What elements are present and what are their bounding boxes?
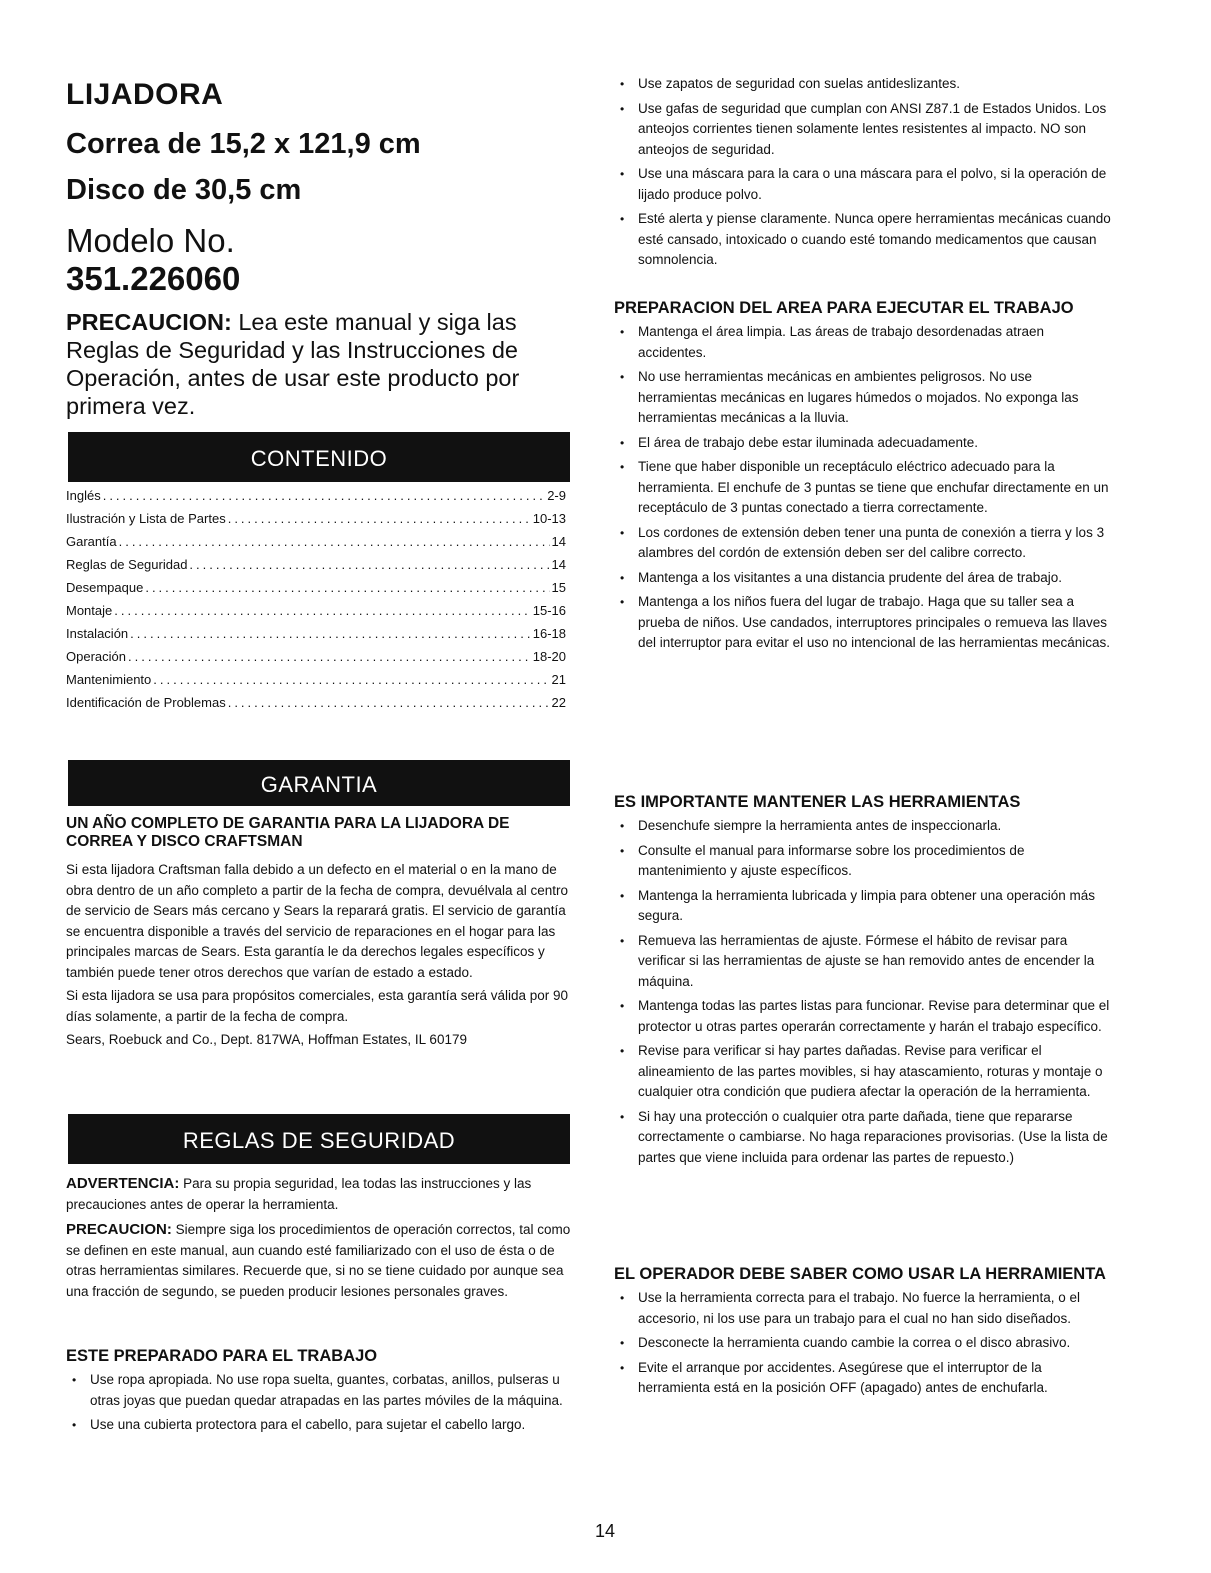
area-list-item: • No use herramientas mecánicas en ambientes peligrosos. No use herramientas mecánicas en lugares húmedos o mojados. No exponga las herramientas mecánicas a la lluvia. <box>614 367 1114 429</box>
toc-dot-leader <box>128 649 531 664</box>
maintain-list-item: • Mantenga la herramienta lubricada y limpia para obtener una operación más segura. <box>614 886 1114 927</box>
product-title: LIJADORA <box>66 78 224 111</box>
operator-list-item: • Evite el arranque por accidentes. Asegúrese que el interruptor de la herramienta está en la posición OFF (apagado) antes de enchufarla. <box>614 1358 1114 1399</box>
toc-entry <box>66 511 566 534</box>
toc-page: 22 <box>551 695 566 710</box>
disc-size-title: Disco de 30,5 cm <box>66 174 302 206</box>
contenido-header-bar <box>68 432 570 482</box>
area-list-item: • El área de trabajo debe estar iluminada adecuadamente. <box>614 433 1114 454</box>
toc-page: 2-9 <box>547 488 566 503</box>
toc-page: 21 <box>551 672 566 687</box>
operator-title: EL OPERADOR DEBE SABER COMO USAR LA HERRAMIENTA <box>614 1265 1106 1283</box>
toc-entry <box>66 649 566 672</box>
toc-page: 18-20 <box>532 649 566 664</box>
toc-label: Desempaque <box>66 580 144 595</box>
prepared-title: ESTE PREPARADO PARA EL TRABAJO <box>66 1347 378 1365</box>
precaucion-paragraph <box>66 1220 572 1302</box>
toc-page: 15 <box>551 580 566 595</box>
toc-entry <box>66 672 566 695</box>
toc-entry <box>66 488 566 511</box>
right-top-list <box>614 74 1114 271</box>
contenido-header: CONTENIDO <box>250 446 388 471</box>
area-list <box>614 322 1114 654</box>
toc-label: Montaje <box>66 603 113 618</box>
toc-entry <box>66 534 566 557</box>
operator-section <box>614 1264 1114 1403</box>
toc-label: Ilustración y Lista de Partes <box>66 511 226 526</box>
model-number: 351.226060 <box>66 260 241 297</box>
toc-dot-leader <box>114 603 531 618</box>
toc-label: Instalación <box>66 626 129 641</box>
toc-dot-leader <box>103 488 546 503</box>
safety-list-item: • Use zapatos de seguridad con suelas antideslizantes. <box>614 74 1114 95</box>
maintain-list-item: • Revise para verificar si hay partes dañadas. Revise para verificar el alineamiento de las partes movibles, si hay atascamiento, roturas y montaje o cualquier otra condición que pudiera afectar la operación de la herramienta. <box>614 1041 1114 1103</box>
area-list-item: • Mantenga a los visitantes a una distancia prudente del área de trabajo. <box>614 568 1114 589</box>
advertencia-paragraph <box>66 1174 572 1215</box>
toc-page: 14 <box>551 534 566 549</box>
safety-intro <box>66 1174 572 1307</box>
area-list-item: • Mantenga a los niños fuera del lugar de trabajo. Haga que su taller sea a prueba de niños. Use candados, interruptores principales o remueva las llaves del interruptor para evitar el uso no intencional de las herramientas mecánicas. <box>614 592 1114 654</box>
prepared-list <box>66 1370 572 1436</box>
operator-list-item: • Use la herramienta correcta para el trabajo. No fuerce la herramienta, o el accesorio, ni los use para un trabajo para el cual no han sido diseñados. <box>614 1288 1114 1329</box>
operator-list <box>614 1288 1114 1399</box>
toc-dot-leader <box>119 534 550 549</box>
toc-label: Garantía <box>66 534 117 549</box>
toc-entry <box>66 695 566 718</box>
toc-dot-leader <box>189 557 549 572</box>
maintain-list-item: • Si hay una protección o cualquier otra parte dañada, tiene que repararse correctamente o cambiarse. No haga reparaciones provisorias. (Use la lista de partes que viene incluida para ordenar las partes de repuesto.) <box>614 1107 1114 1169</box>
toc-entry <box>66 626 566 649</box>
prepared-list-item: • Use ropa apropiada. No use ropa suelta, guantes, corbatas, anillos, pulseras u otras joyas que puedan quedar atrapadas en las partes móviles de la máquina. <box>66 1370 572 1411</box>
garantia-header: GARANTIA <box>260 772 378 797</box>
toc-label: Identificación de Problemas <box>66 695 226 710</box>
warranty-paragraph-2: Si esta lijadora se usa para propósitos comerciales, esta garantía será válida por 90 días solamente, a partir de la fecha de compra. <box>66 988 569 1024</box>
reglas-header: REGLAS DE SEGURIDAD <box>182 1128 456 1153</box>
safety-list-item: • Esté alerta y piense claramente. Nunca opere herramientas mecánicas cuando esté cansado, intoxicado o cuando esté tomando medicamentos que causan somnolencia. <box>614 209 1114 271</box>
toc-dot-leader <box>228 695 550 710</box>
warranty-body <box>66 860 572 1054</box>
toc-entry <box>66 580 566 603</box>
intro-caution-text: Lea este manual y siga las Reglas de Seguridad y las Instrucciones de Operación, antes de usar este producto por primera vez. <box>66 309 520 419</box>
toc-label: Reglas de Seguridad <box>66 557 188 572</box>
area-list-item: • Los cordones de extensión deben tener una punta de conexión a tierra y los 3 alambres del cordón de extensión deben ser del calibre correcto. <box>614 523 1114 564</box>
maintain-list-item: • Consulte el manual para informarse sobre los procedimientos de mantenimiento y ajuste específicos. <box>614 841 1114 882</box>
table-of-contents <box>66 488 566 718</box>
precaucion-lead: PRECAUCION: <box>66 1221 172 1238</box>
toc-page: 16-18 <box>532 626 566 641</box>
operator-list-item: • Desconecte la herramienta cuando cambie la correa o el disco abrasivo. <box>614 1333 1114 1354</box>
maintain-list-item: • Mantenga todas las partes listas para funcionar. Revise para determinar que el protector u otras partes operarán correctamente y harán el trabajo específico. <box>614 996 1114 1037</box>
intro-caution <box>66 308 566 420</box>
warranty-title: UN AÑO COMPLETO DE GARANTIA PARA LA LIJADORA DE CORREA Y DISCO CRAFTSMAN <box>66 815 510 850</box>
area-section <box>614 298 1114 658</box>
belt-size-title: Correa de 15,2 x 121,9 cm <box>66 128 421 160</box>
page-number: 14 <box>594 1521 616 1541</box>
maintain-section <box>614 792 1114 1172</box>
toc-entry <box>66 557 566 580</box>
toc-page: 14 <box>551 557 566 572</box>
area-list-item: • Tiene que haber disponible un receptáculo eléctrico adecuado para la herramienta. El enchufe de 3 puntas se tiene que enchufar directamente en un receptáculo de 3 puntas conectado a tierra correctamente. <box>614 457 1114 519</box>
toc-dot-leader <box>153 672 549 687</box>
maintain-list-item: • Remueva las herramientas de ajuste. Fórmese el hábito de revisar para verificar si las herramientas de ajuste se han removido antes de encender la máquina. <box>614 931 1114 993</box>
area-list-item: • Mantenga el área limpia. Las áreas de trabajo desordenadas atraen accidentes. <box>614 322 1114 363</box>
maintain-list <box>614 816 1114 1168</box>
safety-list-item: • Use una máscara para la cara o una máscara para el polvo, si la operación de lijado produce polvo. <box>614 164 1114 205</box>
toc-page: 10-13 <box>532 511 566 526</box>
intro-caution-lead: PRECAUCION: <box>66 309 232 335</box>
area-title: PREPARACION DEL AREA PARA EJECUTAR EL TRABAJO <box>614 299 1074 317</box>
warranty-address: Sears, Roebuck and Co., Dept. 817WA, Hoffman Estates, IL 60179 <box>66 1032 467 1047</box>
maintain-list-item: • Desenchufe siempre la herramienta antes de inspeccionarla. <box>614 816 1114 837</box>
toc-dot-leader <box>228 511 531 526</box>
toc-dot-leader <box>145 580 549 595</box>
toc-label: Operación <box>66 649 126 664</box>
toc-label: Inglés <box>66 488 101 503</box>
garantia-header-bar <box>68 760 570 806</box>
toc-label: Mantenimiento <box>66 672 152 687</box>
precaucion-text: Siempre siga los procedimientos de operación correctos, tal como se definen en este manual, aun cuando esté familiarizado con el uso de ésta o de otras herramientas similares. Recuerde que, si no se tiene cuidado por aunque sea una fracción de segundo, se pueden producir lesiones personales graves. <box>66 1222 571 1299</box>
prepared-list-item: • Use una cubierta protectora para el cabello, para sujetar el cabello largo. <box>66 1415 572 1436</box>
model-label: Modelo No. <box>66 222 235 259</box>
warranty-paragraph-1: Si esta lijadora Craftsman falla debido a un defecto en el material o en la mano de obra dentro de un año completo a partir de la fecha de compra, devuélvala al centro de servicio de Sears más cercano y Sears la reparará gratis. El servicio de garantía se encuentra disponible a través del servicio de reparaciones en el hogar para las principales marcas de Sears. Esta garantía le da derechos legales específicos y también puede tener otros derechos que varían de estado a estado. <box>66 862 569 980</box>
right-top-section <box>614 74 1114 275</box>
toc-page: 15-16 <box>532 603 566 618</box>
prepared-section <box>66 1346 572 1440</box>
maintain-title: ES IMPORTANTE MANTENER LAS HERRAMIENTAS <box>614 793 1021 811</box>
toc-dot-leader <box>130 626 531 641</box>
reglas-header-bar <box>68 1114 570 1164</box>
advertencia-text: Para su propia seguridad, lea todas las instrucciones y las precauciones antes de operar la herramienta. <box>66 1176 532 1212</box>
safety-list-item: • Use gafas de seguridad que cumplan con ANSI Z87.1 de Estados Unidos. Los anteojos corrientes tienen solamente lentes resistentes al impacto. NO son anteojos de seguridad. <box>614 99 1114 161</box>
toc-entry <box>66 603 566 626</box>
advertencia-lead: ADVERTENCIA: <box>66 1175 180 1192</box>
